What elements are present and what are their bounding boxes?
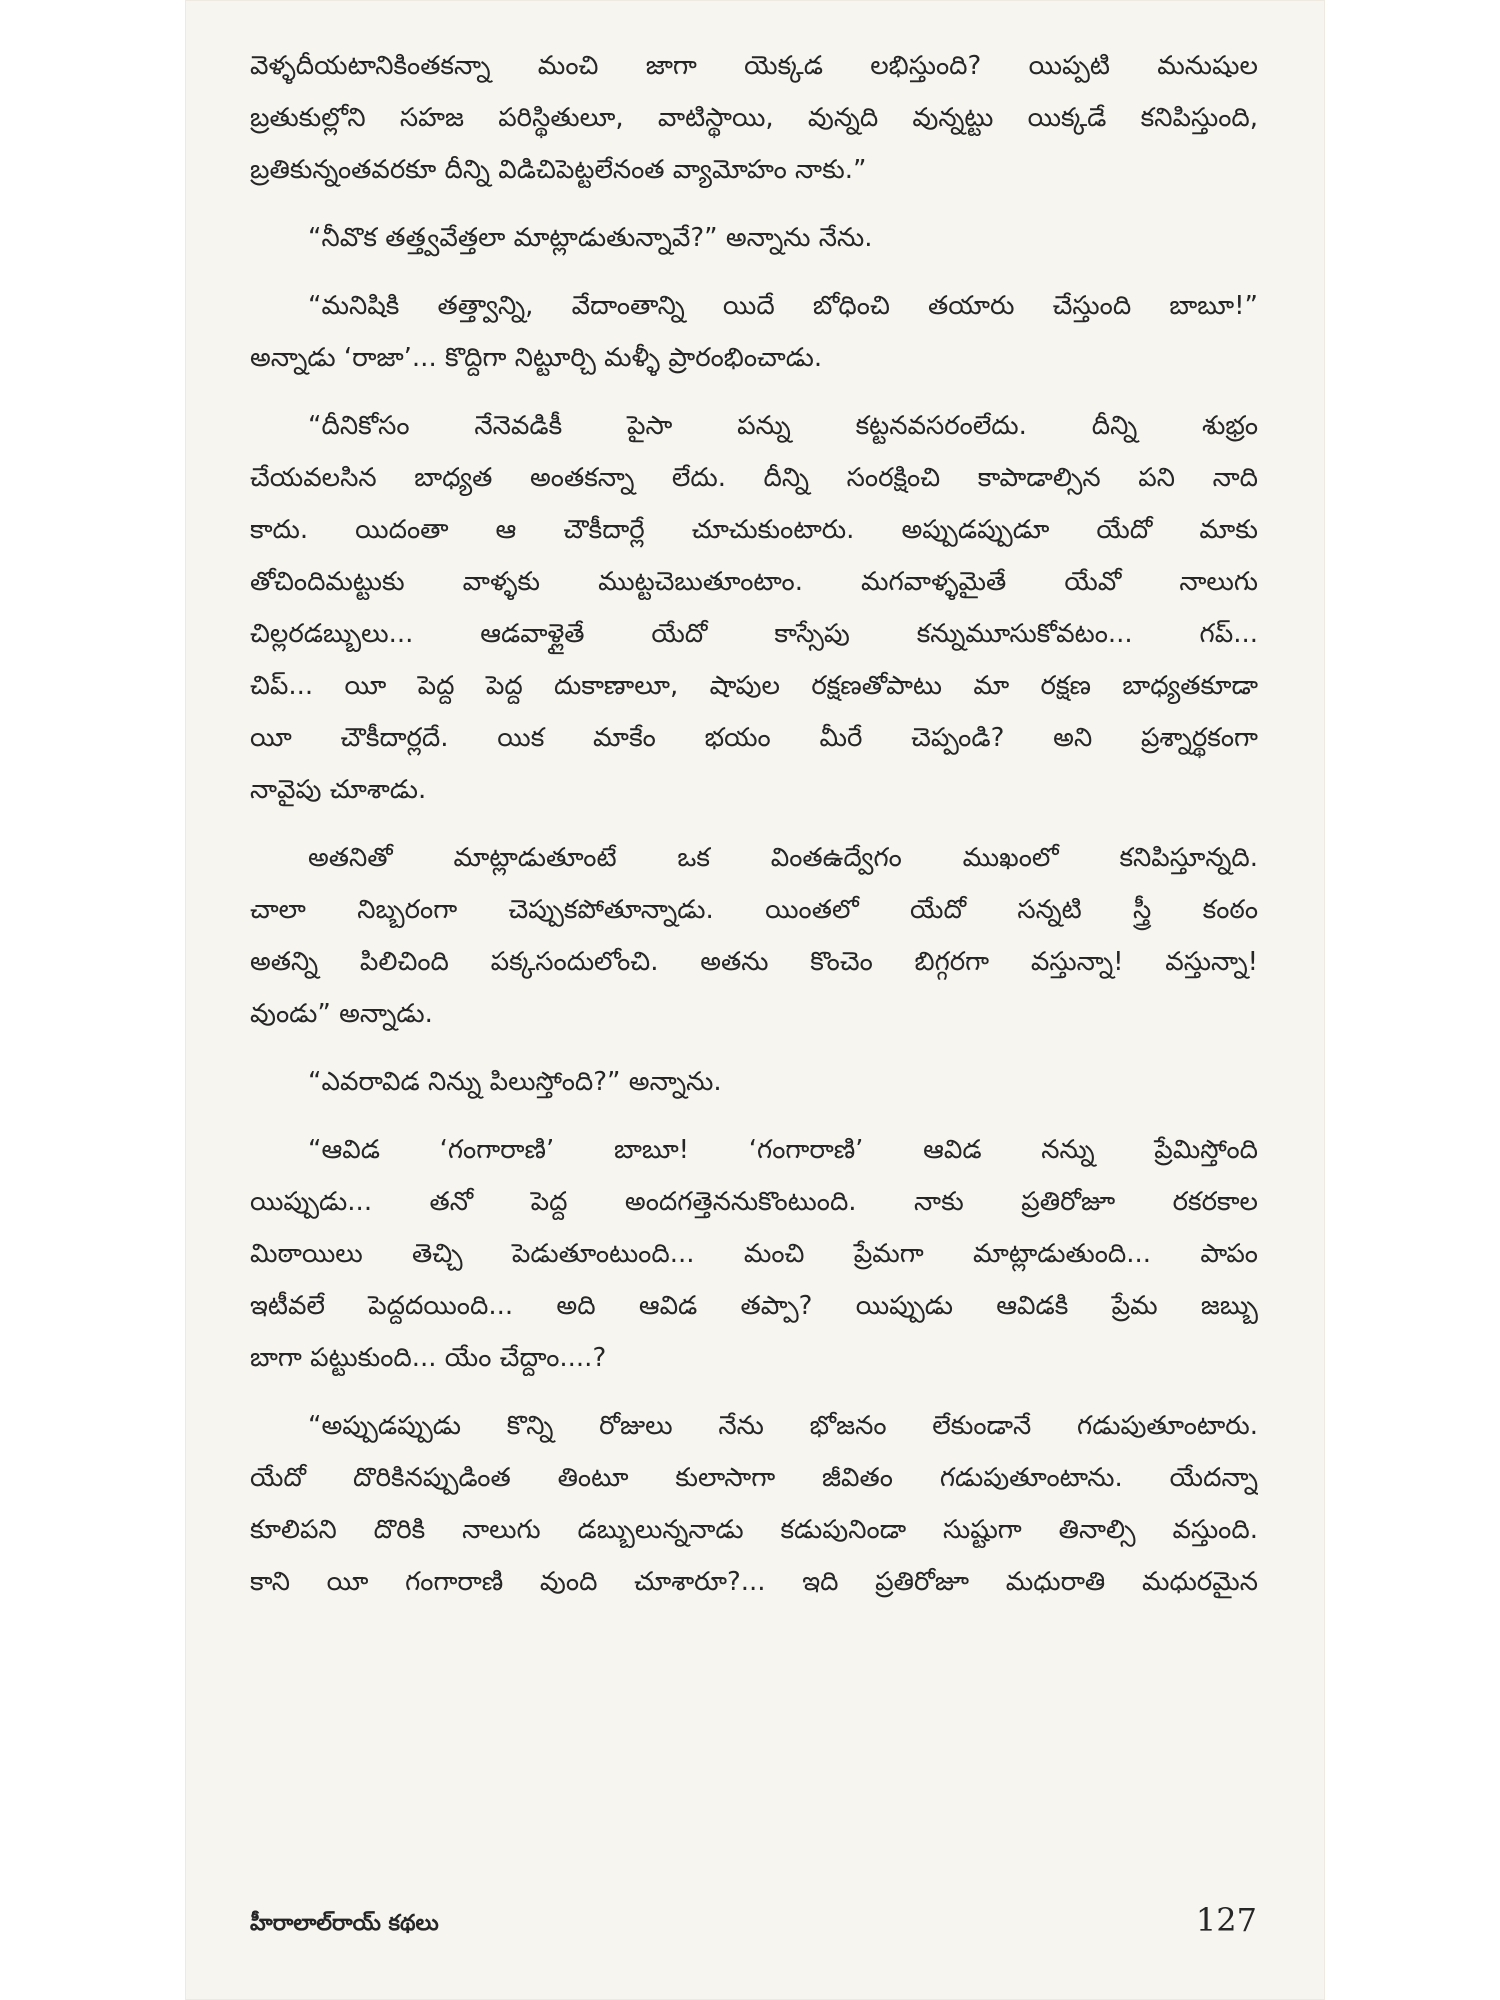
text-line: “అప్పుడప్పుడు కొన్ని రోజులు నేను భోజనం లేకుండానే గడుపుతూంటారు. xyxy=(308,1411,1258,1441)
text-line: కాదు. యిదంతా ఆ చౌకీదార్లే చూచుకుంటారు. అప్పుడప్పుడూ యేదో మాకు xyxy=(250,515,1258,545)
text-line: నావైపు చూశాడు. xyxy=(250,775,427,805)
text-line: చిప్... యీ పెద్ద పెద్ద దుకాణాలూ, షాపుల రక్షణతోపాటు మా రక్షణ బాధ్యతకూడా xyxy=(250,671,1258,701)
text-line: చిల్లరడబ్బులు... ఆడవాళ్లైతే యేదో కాస్సేపు కన్నుమూసుకోవటం... గప్... xyxy=(250,619,1258,649)
text-line: చేయవలసిన బాధ్యత అంతకన్నా లేదు. దీన్ని సంరక్షించి కాపాడాల్సిన పని నాది xyxy=(250,463,1258,493)
text-line: అతనితో మాట్లాడుతూంటే ఒక వింతఉద్వేగం ముఖంలో కనిపిస్తూన్నది. xyxy=(308,843,1258,873)
footer-book-title: హీరాలాల్‌రాయ్ కథలు xyxy=(250,1911,439,1936)
text-line: “మనిషికి తత్త్వాన్ని, వేదాంతాన్ని యిదే బోధించి తయారు చేస్తుంది బాబూ!” xyxy=(308,291,1258,321)
text-line: అతన్ని పిలిచింది పక్కసందులోంచి. అతను కొంచెం బిగ్గరగా వస్తున్నా! వస్తున్నా! xyxy=(250,947,1258,977)
text-line: బాగా పట్టుకుంది... యేం చేద్దాం....? xyxy=(250,1343,607,1373)
text-line: యేదో దొరికినప్పుడింత తింటూ కులాసాగా జీవితం గడుపుతూంటాను. యేదన్నా xyxy=(250,1463,1258,1493)
text-line: వెళ్ళదీయటానికింతకన్నా మంచి జాగా యెక్కడ లభిస్తుంది? యిప్పటి మనుషుల xyxy=(250,51,1258,81)
text-line: “ఆవిడ ‘గంగారాణి’ బాబూ! ‘గంగారాణి’ ఆవిడ నన్ను ప్రేమిస్తోంది xyxy=(308,1135,1258,1165)
page-number: 127 xyxy=(1195,1901,1257,1939)
text-line: “నీవొక తత్త్వవేత్తలా మాట్లాడుతున్నావే?” అన్నాను నేను. xyxy=(308,223,873,253)
text-line: తోచిందిమట్టుకు వాళ్ళకు ముట్టచెబుతూంటాం. మగవాళ్ళమైతే యేవో నాలుగు xyxy=(250,567,1258,597)
text-line: “ఎవరావిడ నిన్ను పిలుస్తోంది?” అన్నాను. xyxy=(308,1067,722,1097)
text-line: అన్నాడు ‘రాజా’... కొద్దిగా నిట్టూర్చి మళ్ళీ ప్రారంభించాడు. xyxy=(250,343,823,373)
text-line: యిప్పుడు... తనో పెద్ద అందగత్తెననుకొంటుంది. నాకు ప్రతిరోజూ రకరకాల xyxy=(250,1187,1258,1217)
text-line: బ్రతుకుల్లోని సహజ పరిస్థితులూ, వాటిస్థాయి, వున్నది వున్నట్టు యిక్కడే కనిపిస్తుంది, xyxy=(250,103,1258,133)
text-line: చాలా నిబ్బరంగా చెప్పుకపోతూన్నాడు. యింతలో యేదో సన్నటి స్త్రీ కంఠం xyxy=(250,895,1258,925)
text-line: బ్రతికున్నంతవరకూ దీన్ని విడిచిపెట్టలేనంత వ్యామోహం నాకు.” xyxy=(250,155,867,185)
text-line: కూలిపని దొరికి నాలుగు డబ్బులున్ననాడు కడుపునిండా సుష్టుగా తినాల్సి వస్తుంది. xyxy=(250,1515,1258,1545)
text-line: “దీనికోసం నేనెవడికీ పైసా పన్ను కట్టనవసరంలేదు. దీన్ని శుభ్రం xyxy=(308,411,1258,441)
text-line: కాని యీ గంగారాణి వుంది చూశారూ?... ఇది ప్రతిరోజూ మధురాతి మధురమైన xyxy=(250,1567,1258,1597)
text-line: ఇటీవలే పెద్దదయింది... అది ఆవిడ తప్పా? యిప్పుడు ఆవిడకి ప్రేమ జబ్బు xyxy=(250,1291,1258,1321)
body-text xyxy=(250,40,1258,1608)
text-line: యీ చౌకీదార్లదే. యిక మాకేం భయం మీరే చెప్పండి? అని ప్రశ్నార్థకంగా xyxy=(250,723,1258,753)
text-line: వుండు” అన్నాడు. xyxy=(250,999,433,1029)
text-line: మిఠాయిలు తెచ్చి పెడుతూంటుంది... మంచి ప్రేమగా మాట్లాడుతుంది... పాపం xyxy=(250,1239,1258,1269)
book-page xyxy=(185,0,1325,2000)
